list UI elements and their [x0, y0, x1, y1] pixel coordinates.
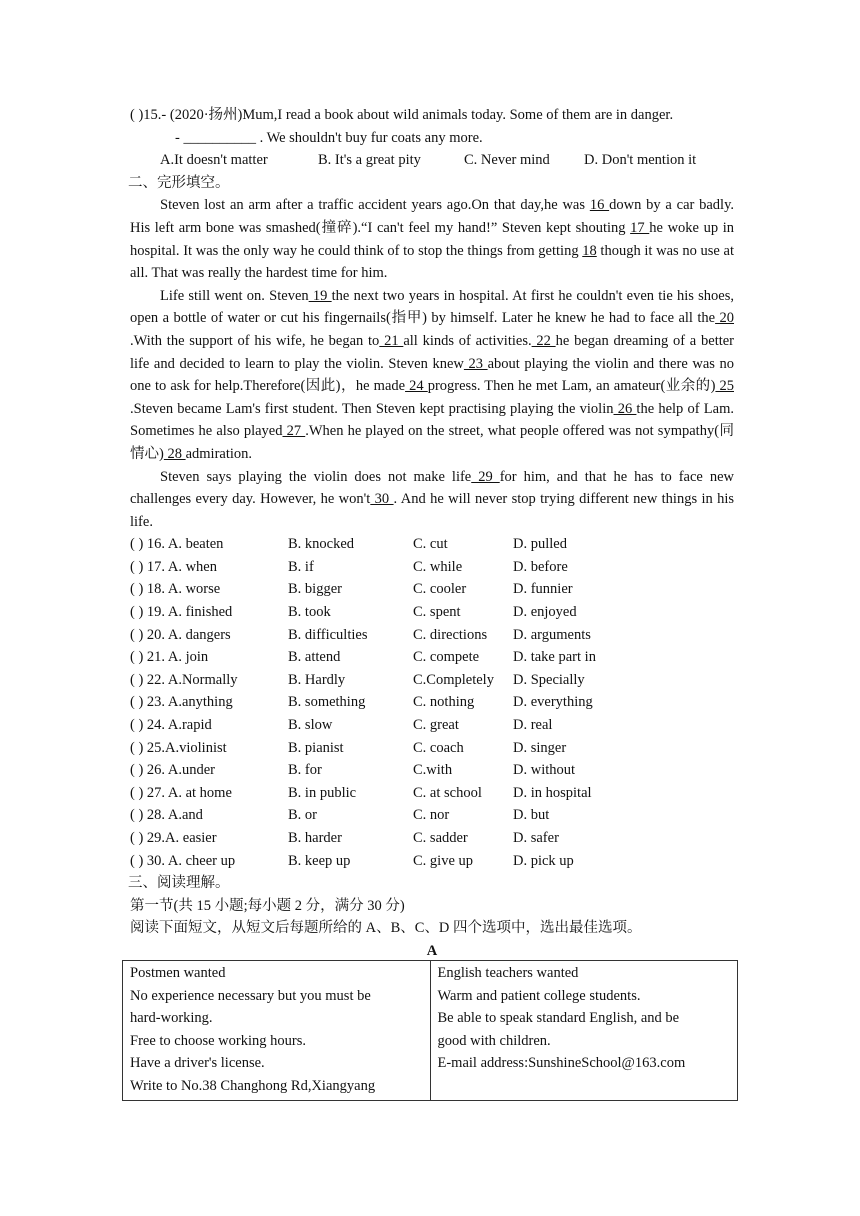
blank-number: 19 — [308, 287, 332, 304]
option-cell: ( ) 19. A. finished — [130, 604, 233, 621]
option-row — [130, 850, 734, 873]
ad-line: Be able to speak standard English, and be — [437, 1010, 680, 1027]
cloze-paragraph-3 — [130, 466, 734, 534]
ad-line: good with children. — [437, 1032, 551, 1049]
option-cell: D. singer — [513, 739, 567, 756]
option-cell: B. harder — [288, 830, 342, 846]
cloze-paragraph-1 — [130, 194, 734, 284]
option-row — [130, 624, 734, 647]
option-cell: D. funnier — [513, 581, 573, 598]
section-3-subtitle: 第一节(共 15 小题;每小题 2 分，满分 30 分) — [130, 897, 405, 914]
option-row — [130, 556, 734, 579]
paragraph-text: the next two years in hospital. At first he couldn't even tie his shoes, open a bottle of water or cut his fingernails(指甲) by himself. Later he knew he had to face all the — [130, 287, 735, 327]
ad-postmen — [123, 961, 431, 1101]
option-row — [130, 578, 734, 601]
option-cell: C.with — [413, 762, 453, 779]
option-cell: D. pick up — [513, 852, 574, 869]
document-page — [130, 104, 734, 976]
option-cell: D. real — [513, 717, 553, 734]
question-15-stem: ( )15.- (2020·扬州)Mum,I read a book about wild animals today. Some of them are in danger. — [130, 107, 674, 123]
option-cell: ( ) 24. A.rapid — [130, 717, 212, 734]
ad-line: Warm and patient college students. — [437, 987, 641, 1004]
ad-line: English teachers wanted — [437, 965, 579, 981]
option-cell: C.Completely — [413, 671, 494, 688]
option-cell: ( ) 23. A.anything — [130, 694, 233, 711]
option-cell: B. Hardly — [288, 671, 346, 688]
option-cell: D. before — [513, 558, 568, 575]
paragraph-text: all kinds of activities. — [403, 332, 532, 349]
question-15-options — [130, 149, 734, 172]
section-3-title: 三、阅读理解。 — [128, 875, 230, 892]
option-cell: B. attend — [288, 649, 341, 666]
ad-line: No experience necessary but you must be — [130, 987, 371, 1004]
option-cell: ( ) 30. A. cheer up — [130, 852, 236, 869]
paragraph-text: .When he played on the street, what people offered was not sympathy(同情心) — [130, 423, 735, 462]
blank-number: 20 — [715, 310, 735, 327]
paragraph-text: .With the support of his wife, he began to — [130, 332, 380, 349]
option-cell: ( ) 21. A. join — [130, 649, 209, 666]
option-cell: D. everything — [513, 694, 593, 711]
paragraph-text: .Steven became Lam's first student. Then Steven kept practising playing the violin — [130, 400, 614, 417]
cloze-options-list — [130, 533, 734, 872]
paragraph-text: for him, and that he has to face new challenges every day. However, he won't — [130, 468, 734, 508]
option-cell: ( ) 18. A. worse — [130, 581, 221, 598]
blank-number: 22 — [531, 332, 556, 349]
option-row — [130, 804, 734, 827]
option-row — [130, 646, 734, 669]
blank-number: 21 — [379, 332, 404, 349]
blank-number: 16 — [589, 197, 610, 214]
option-cell: D. Specially — [513, 671, 585, 688]
q15-option-b: B. It's a great pity — [318, 152, 421, 169]
option-cell: B. difficulties — [288, 626, 368, 643]
section-2-title: 二、完形填空。 — [128, 174, 230, 191]
blank-number: 29 — [471, 468, 500, 485]
option-cell: B. in public — [288, 784, 357, 801]
option-cell: C. spent — [413, 604, 461, 621]
option-cell: ( ) 20. A. dangers — [130, 626, 231, 643]
option-cell: B. pianist — [288, 739, 344, 756]
option-cell: D. arguments — [513, 626, 591, 643]
option-row — [130, 737, 734, 760]
paragraph-text: down by a car badly. His left arm bone was smashed(撞碎).“I can't feel my hand!” Steven kept shouting — [130, 197, 735, 236]
option-cell: D. in hospital — [513, 784, 592, 801]
paragraph-text: about playing the violin and there was no one to ask for help.Therefore(因此)，he made — [130, 355, 735, 395]
blank-number: 23 — [463, 355, 488, 372]
option-cell: D. pulled — [513, 536, 567, 553]
option-cell: B. knocked — [288, 536, 355, 553]
paragraph-text: progress. Then he met Lam, an amateur(业余的) — [427, 378, 716, 395]
option-row — [130, 691, 734, 714]
option-cell: C. compete — [413, 649, 480, 666]
option-row — [130, 669, 734, 692]
option-cell: ( ) 29.A. easier — [130, 830, 217, 846]
option-cell: D. but — [513, 807, 550, 824]
option-cell: C. nor — [413, 807, 450, 824]
option-cell: ( ) 22. A.Normally — [130, 671, 238, 688]
option-cell: C. great — [413, 717, 459, 734]
option-row — [130, 601, 734, 624]
passage-label: A — [426, 942, 438, 959]
option-cell: C. while — [413, 558, 463, 575]
option-cell: C. give up — [413, 852, 474, 869]
option-cell: B. bigger — [288, 581, 342, 598]
question-15-answer-line: - __________ . We shouldn't buy fur coats any more. — [175, 129, 483, 146]
option-cell: C. coach — [413, 739, 464, 756]
option-cell: B. or — [288, 807, 317, 824]
option-row — [130, 782, 734, 805]
option-cell: ( ) 16. A. beaten — [130, 536, 224, 553]
q15-option-c: C. Never mind — [464, 152, 550, 169]
paragraph-text: he woke up in hospital. It was the only way he could think of to stop the things from getting — [130, 219, 735, 259]
q15-option-d: D. Don't mention it — [584, 152, 697, 169]
option-cell: C. cooler — [413, 581, 467, 598]
option-cell: D. safer — [513, 830, 559, 846]
paragraph-text: Steven lost an arm after a traffic accident years ago.On that day,he was — [160, 197, 590, 214]
paragraph-text: . And he will never stop trying different new things in his life. — [130, 491, 735, 530]
blank-number: 25 — [715, 378, 734, 395]
cloze-paragraph-2 — [130, 285, 734, 466]
blank-number: 27 — [282, 423, 306, 440]
paragraph-text: admiration. — [185, 445, 253, 462]
blank-number: 18 — [582, 242, 597, 259]
section-3-instructions: 阅读下面短文，从短文后每题所给的 A、B、C、D 四个选项中，选出最佳选项。 — [130, 920, 642, 937]
ad-line: Write to No.38 Changhong Rd,Xiangyang — [130, 1077, 376, 1094]
option-cell: B. took — [288, 604, 331, 621]
paragraph-text: the help of Lam. Sometimes he also played — [130, 400, 734, 440]
option-cell: C. sadder — [413, 830, 468, 846]
option-cell: ( ) 26. A.under — [130, 762, 215, 779]
option-row — [130, 533, 734, 556]
blank-number: 24 — [405, 378, 428, 395]
option-row — [130, 759, 734, 782]
paragraph-text: though it was no use at all. That was really the hardest time for him. — [130, 242, 734, 282]
option-row — [130, 827, 734, 850]
ad-line: E-mail address:SunshineSchool@163.com — [437, 1055, 686, 1072]
option-cell: ( ) 17. A. when — [130, 558, 217, 575]
option-cell: D. enjoyed — [513, 604, 577, 621]
option-cell: C. directions — [413, 626, 488, 643]
option-cell: B. slow — [288, 717, 333, 734]
paragraph-text: he began dreaming of a better life and decided to learn to play the violin. Steven knew — [130, 332, 735, 372]
paragraph-text: Life still went on. Steven — [160, 287, 309, 304]
blank-number: 28 — [163, 445, 186, 462]
option-cell: B. something — [288, 694, 366, 711]
blank-number: 26 — [613, 400, 637, 417]
option-cell: C. cut — [413, 536, 448, 553]
ad-line: Free to choose working hours. — [130, 1032, 306, 1049]
blank-number: 30 — [370, 491, 394, 508]
option-cell: ( ) 25.A.violinist — [130, 739, 227, 756]
ad-line: Have a driver's license. — [130, 1055, 265, 1072]
option-cell: ( ) 27. A. at home — [130, 784, 232, 801]
option-cell: C. nothing — [413, 694, 475, 711]
option-row — [130, 714, 734, 737]
ad-line: hard-working. — [130, 1010, 213, 1027]
option-cell: B. if — [288, 558, 314, 575]
ad-line: Postmen wanted — [130, 965, 226, 981]
q15-option-a: A.It doesn't matter — [160, 152, 268, 169]
ads-table — [122, 960, 738, 1101]
paragraph-text: Steven says playing the violin does not make life — [160, 468, 472, 485]
option-cell: D. take part in — [513, 649, 596, 666]
option-cell: B. for — [288, 762, 322, 779]
option-cell: B. keep up — [288, 852, 351, 869]
option-cell: C. at school — [413, 784, 482, 801]
option-cell: D. without — [513, 762, 576, 779]
option-cell: ( ) 28. A.and — [130, 807, 203, 824]
blank-number: 17 — [630, 219, 650, 236]
ad-english-teachers — [430, 961, 738, 1101]
